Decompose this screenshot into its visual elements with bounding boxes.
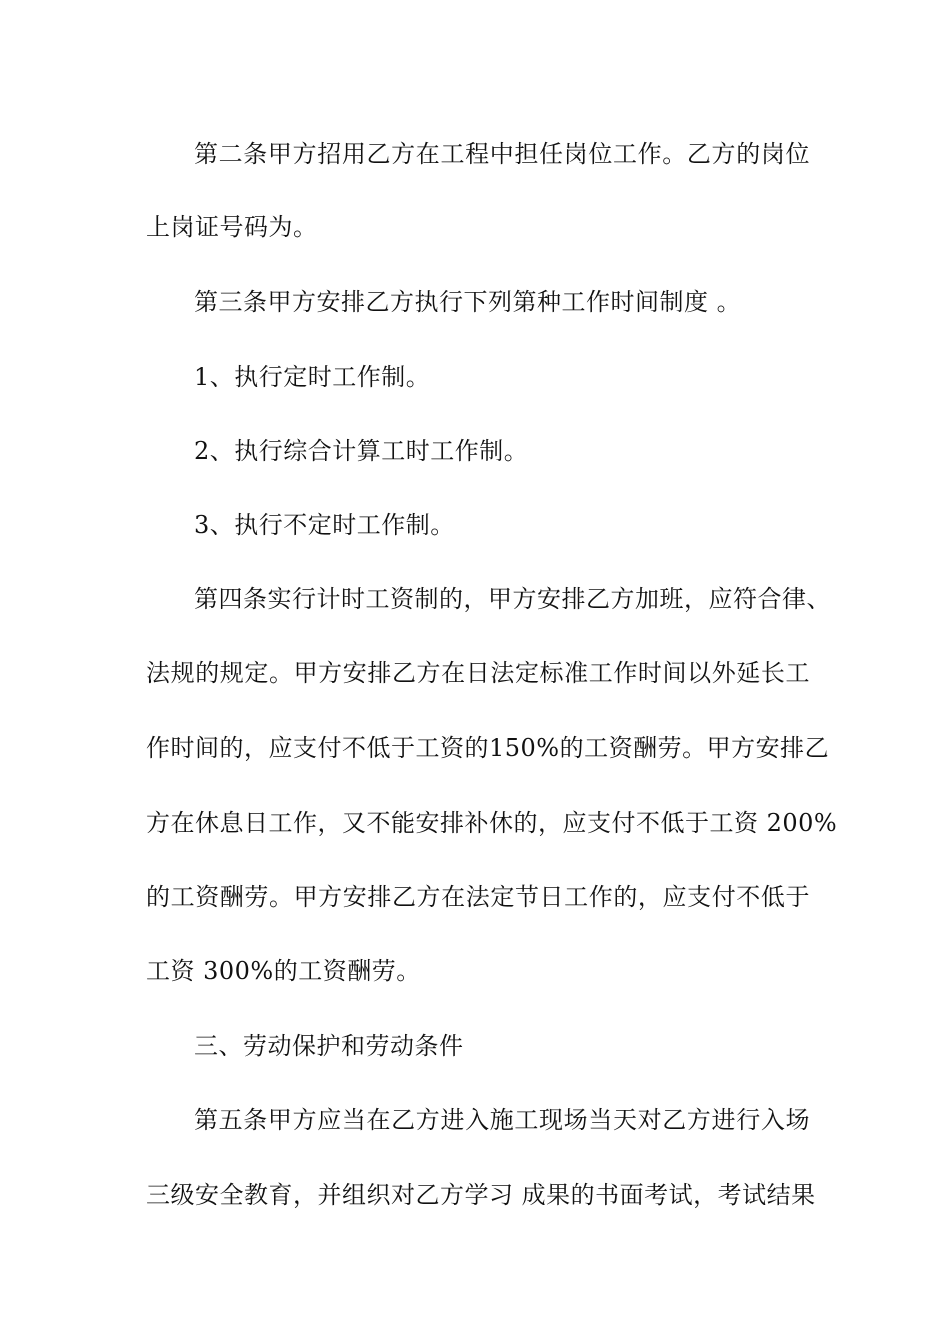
article-4-line-6: 工资 300%的工资酬劳。: [146, 957, 421, 985]
article-4-line-2: 法规的规定。甲方安排乙方在日法定标准工作时间以外延长工: [146, 659, 810, 687]
article-4-line-5: 的工资酬劳。甲方安排乙方在法定节日工作的，应支付不低于: [146, 883, 810, 911]
article-5-line-2: 三级安全教育，并组织对乙方学习 成果的书面考试，考试结果: [146, 1181, 816, 1209]
article-4-line-4: 方在休息日工作，又不能安排补休的，应支付不低于工资 200%: [146, 809, 838, 837]
article-4-line-1: 第四条实行计时工资制的，甲方安排乙方加班，应符合律、: [194, 585, 831, 613]
article-2-line-2: 上岗证号码为。: [146, 213, 318, 241]
article-2-line-1: 第二条甲方招用乙方在工程中担任岗位工作。乙方的岗位: [194, 140, 810, 168]
article-4-line-3: 作时间的，应支付不低于工资的150%的工资酬劳。甲方安排乙: [146, 734, 830, 762]
section-heading-3: 三、劳动保护和劳动条件: [194, 1032, 464, 1060]
article-3-line: 第三条甲方安排乙方执行下列第种工作时间制度 。: [194, 288, 742, 316]
list-item-1: 1、执行定时工作制。: [194, 363, 431, 391]
list-item-2: 2、执行综合计算工时工作制。: [194, 437, 529, 465]
article-5-line-1: 第五条甲方应当在乙方进入施工现场当天对乙方进行入场: [194, 1106, 810, 1134]
list-item-3: 3、执行不定时工作制。: [194, 511, 455, 539]
